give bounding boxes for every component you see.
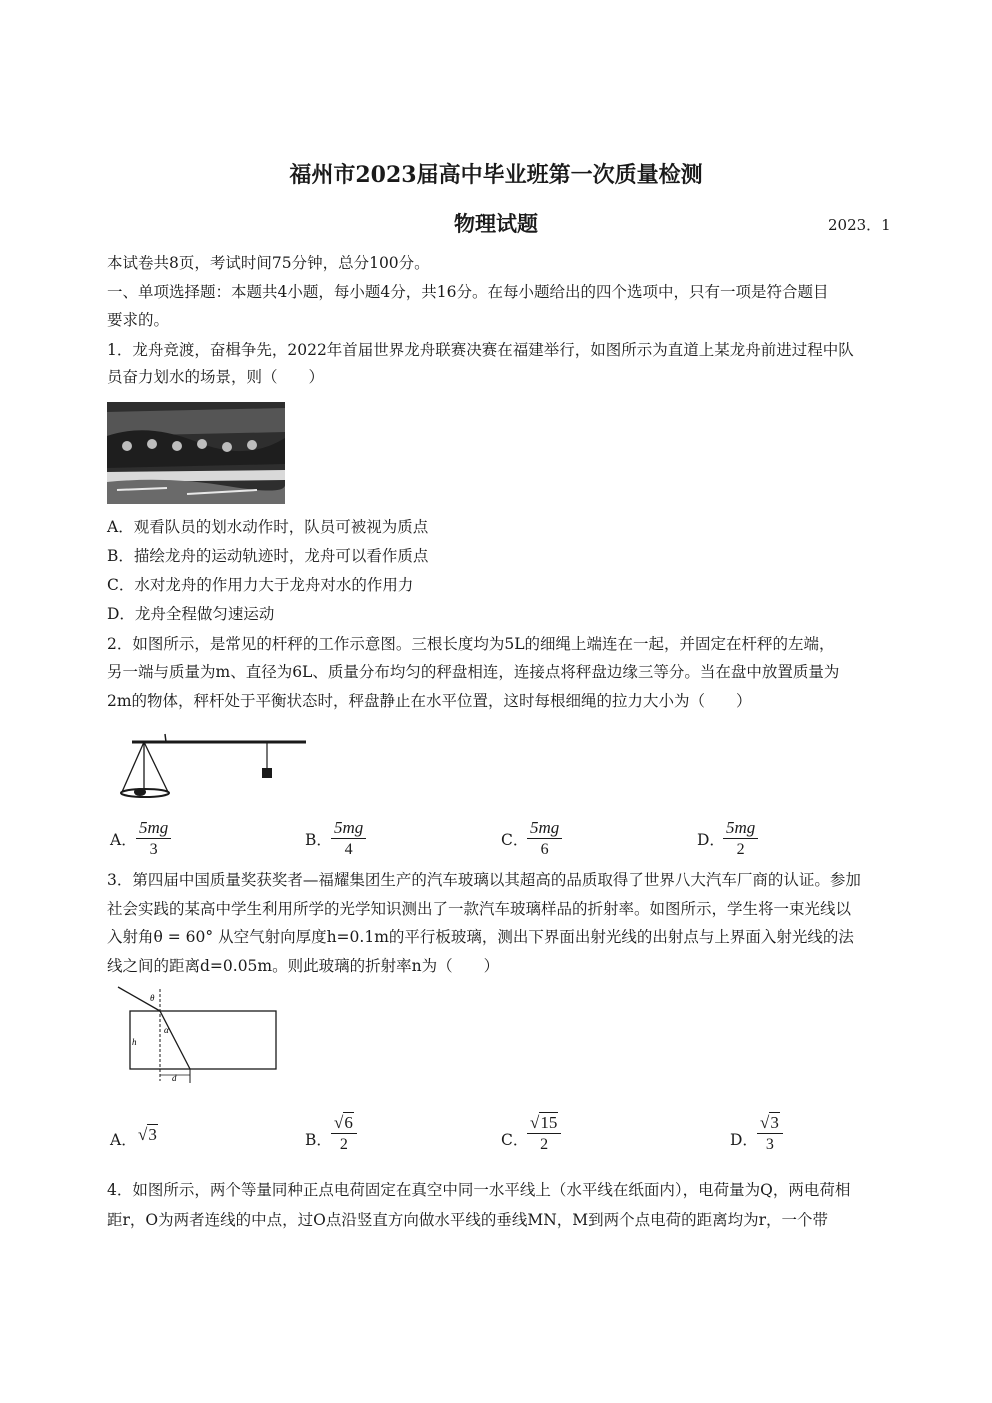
d-label: d [172,1073,177,1083]
glass-refraction-diagram [110,983,285,1085]
q1-option-b: B．描绘龙舟的运动轨迹时，龙舟可以看作质点 [107,547,429,565]
q3-option-b-letter: B． [305,1131,332,1149]
q2-option-a-fraction [136,818,171,861]
q1-option-d: D．龙舟全程做匀速运动 [107,605,275,623]
q2-stem-line3: 2m的物体，秤杆处于平衡状态时，秤盘静止在水平位置，这时每根细绳的拉力大小为（ ） [107,692,752,710]
q2-option-c-letter: C． [501,831,529,849]
q3-stem-line1: 3．第四届中国质量奖获奖者—福耀集团生产的汽车玻璃以其超高的品质取得了世界八大汽车厂商的认证。参加 [107,871,861,889]
q1-option-c: C．水对龙舟的作用力大于龙舟对水的作用力 [107,576,414,594]
q2-option-d-denominator: 2 [736,841,745,858]
q2-option-d-numerator: 5mg [723,818,758,839]
steelyard-diagram [110,730,310,802]
q2-stem-line1: 2．如图所示，是常见的杆秤的工作示意图。三根长度均为5L的细绳上端连在一起，并固定在杆秤的左端， [107,635,835,653]
q3-stem-line2: 社会实践的某高中学生利用所学的光学知识测出了一款汽车玻璃样品的折射率。如图所示，学生将一束光线以 [107,900,852,918]
dragon-boat-photo [107,402,285,504]
exam-instructions: 本试卷共8页，考试时间75分钟，总分100分。 [107,254,430,272]
q3-option-a-radicand: 3 [148,1125,157,1144]
exam-subtitle: 物理试题 [454,211,538,236]
q3-option-d-numerator: √3 [757,1113,783,1134]
q3-option-b-fraction [331,1113,357,1156]
q2-option-b-numerator: 5mg [331,818,366,839]
q2-option-d-letter: D． [697,831,725,849]
q3-stem-line4: 线之间的距离d=0.05m。则此玻璃的折射率n为（ ） [107,957,500,975]
q3-option-d-denominator: 3 [765,1136,774,1153]
exam-date: 2023．1 [828,216,891,234]
q2-option-b-letter: B． [305,831,332,849]
q4-stem-line2: 距r，O为两者连线的中点，过O点沿竖直方向做水平线的垂线MN，M到两个点电荷的距离均为r，一个带 [107,1211,829,1229]
q1-stem-line2: 员奋力划水的场景，则（ ） [107,368,325,386]
q3-option-b-radicand: 6 [344,1113,353,1132]
q2-option-b-denominator: 4 [344,841,353,858]
q3-stem-line3: 入射角θ = 60° 从空气射向厚度h=0.1m的平行板玻璃，测出下界面出射光线的出射点与上界面入射光线的法 [107,928,854,946]
h-label: h [132,1037,137,1047]
q3-option-c-letter: C． [501,1131,529,1149]
theta-label: θ [150,993,155,1003]
q2-option-a-letter: A． [110,831,137,849]
q1-option-a: A．观看队员的划水动作时，队员可被视为质点 [107,518,429,536]
q3-option-a-letter: A． [110,1131,137,1149]
section-heading-line2: 要求的。 [107,311,170,329]
q2-stem-line2: 另一端与质量为m、直径为6L、质量分布均匀的秤盘相连，连接点将秤盘边缘三等分。当在盘中放置质量为 [107,663,840,681]
q2-option-a-denominator: 3 [149,841,158,858]
q2-option-c-fraction [527,818,562,861]
q3-option-b-numerator: √6 [331,1113,357,1134]
q3-option-b-denominator: 2 [339,1136,348,1153]
q3-option-a-value: √3 [138,1125,157,1144]
q3-option-c-fraction [527,1113,561,1156]
q3-option-d-fraction [757,1113,783,1156]
q2-option-b-fraction [331,818,366,861]
exam-title: 福州市2023届高中毕业班第一次质量检测 [289,162,703,188]
q3-option-c-radicand: 15 [540,1113,558,1132]
q3-option-c-denominator: 2 [540,1136,549,1153]
q2-option-d-fraction [723,818,758,861]
q3-option-c-numerator: √15 [527,1113,561,1134]
q2-option-a-numerator: 5mg [136,818,171,839]
q2-option-c-numerator: 5mg [527,818,562,839]
q3-option-d-radicand: 3 [770,1113,779,1132]
alpha-label: α [164,1025,169,1035]
q4-stem-line1: 4．如图所示，两个等量同种正点电荷固定在真空中同一水平线上（水平线在纸面内），电荷量为Q，两电荷相 [107,1181,851,1199]
q3-option-d-letter: D． [730,1131,758,1149]
section-heading-line1: 一、单项选择题：本题共4小题，每小题4分，共16分。在每小题给出的四个选项中，只有一项是符合题目 [107,283,829,301]
q1-stem-line1: 1．龙舟竞渡，奋楫争先，2022年首届世界龙舟联赛决赛在福建举行，如图所示为直道上某龙舟前进过程中队 [107,341,854,359]
q2-option-c-denominator: 6 [540,841,549,858]
